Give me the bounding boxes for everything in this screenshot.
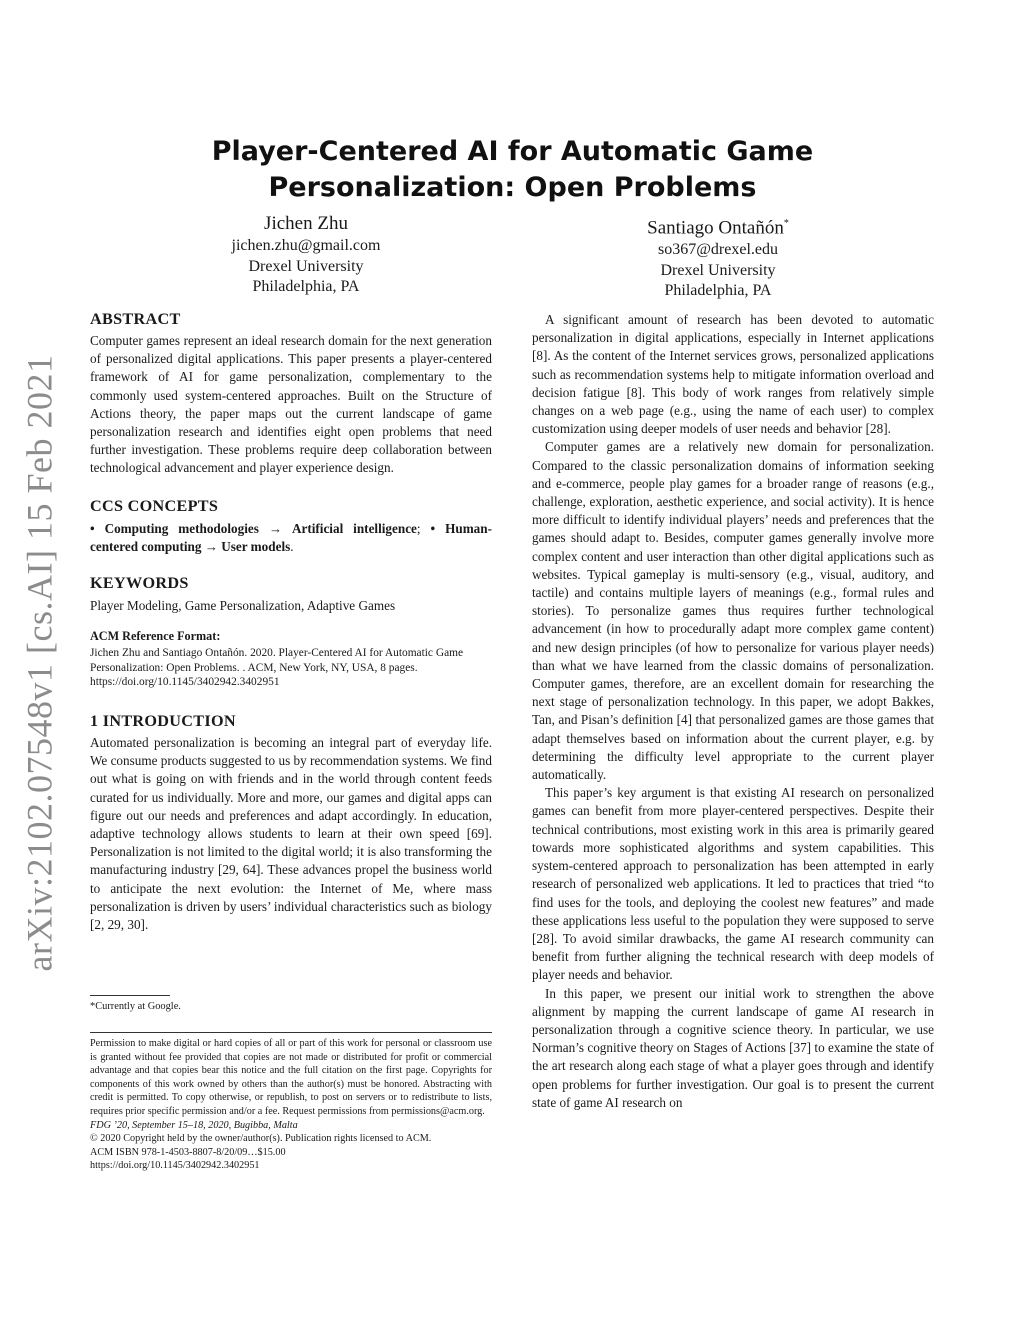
permission-divider: [90, 1032, 492, 1033]
author-footnote-mark: *: [783, 218, 789, 229]
body-paragraph: This paper’s key argument is that existing AI research on personalized games can benefit from more player-centered perspectives. Despite their technical contributions, most existing work in this area is primarily geared towards more sophisticated algorithms and system capabilities. This system-centered approach to personalization has been attempted in early research of personalized web applications. It led to practices that tried “to find uses for the tools, and deploying the coolest new features” and made these applications less useful to the population they were supposed to serve [28]. To avoid similar drawbacks, the game AI research community can benefit from further aligning the technical research with deep models of player needs and behavior.: [532, 785, 934, 983]
arxiv-stamp-text: arXiv:2102.07548v1 [cs.AI] 15 Feb 2021: [19, 354, 60, 972]
body-paragraph: In this paper, we present our initial work to strengthen the above alignment by mapping the current landscape of game AI research in personalization through a cognitive science theory. In particular, we use Norman’s cognitive theory on Stages of Actions [37] to examine the state of the art research along each stage of what a player goes through and identify open problems for further investigation. Our goal is to present the current state of game AI research on: [532, 985, 934, 1110]
acm-reference-heading: ACM Reference Format:: [90, 629, 221, 644]
author-affiliation: Drexel University: [660, 261, 776, 279]
ccs-heading: CCS CONCEPTS: [90, 496, 219, 515]
left-column: [90, 308, 492, 934]
arxiv-stamp: [12, 354, 66, 972]
body-paragraph: A significant amount of research has been devoted to automatic personalization in digital applications, especially in Internet applications [8]. As the content of the Internet services grows, personalized applications such as recommendation systems help to mitigate information overload and decision fatigue [8]. This body of work ranges from relatively simple changes on a web page (e.g., using the name of each user) to complex customization using deeper models of user needs and behavior [28].: [532, 312, 934, 437]
isbn-line: ACM ISBN 978-1-4503-8807-8/20/09…$15.00: [90, 1146, 286, 1158]
author-affiliation: Drexel University: [248, 257, 364, 275]
body-paragraph: Computer games are a relatively new domain for personalization. Compared to the classic personalization domains of information seeking and e-commerce, people play games for a broader range of reasons (e.g., challenge, exploration, aesthetic experience, and social activity). It is hence more difficult to identify individual players’ needs and preferences that the games should adapt to. Besides, computer games generally involve more complex content and user interaction than other digital applications such as websites. Typical gameplay is multi-sensory (e.g., visual, auditory, and tactile) and contains multiple layers of meanings (e.g., formal rules and stories). To personalize games thus requires further technological advancement (in how to procedurally adapt more complex game content) and new design principles (of how to personalize for various player needs) than what we have learned from the classic domains of personalization. Computer games, therefore, are an excellent domain for researching the next stage of personalization technology. In this paper, we adopt Bakkes, Tan, and Pisan’s definition [4] that personalized games are those games that adapt themselves based on information about the current player, e.g. by determining the difficulty level appropriate to the current player automatically.: [532, 439, 934, 783]
author-name: Santiago Ontañón*: [647, 217, 789, 239]
permission-block: [90, 1037, 492, 1173]
acm-reference-text: Jichen Zhu and Santiago Ontañón. 2020. Player-Centered AI for Automatic Game Personalization: Open Problems. . ACM, New York, NY, USA, 8 pages. https://doi.org/10.1145/3402942.3402951: [90, 647, 464, 689]
author-location: Philadelphia, PA: [252, 278, 360, 295]
author-name: Jichen Zhu: [264, 213, 348, 234]
paper-title: Player-Centered AI for Automatic Game Personalization: Open Problems: [211, 136, 814, 203]
copyright-line: © 2020 Copyright held by the owner/author(s). Publication rights licensed to ACM.: [90, 1133, 432, 1145]
abstract-heading: ABSTRACT: [90, 310, 181, 328]
introduction-paragraph: Automated personalization is becoming an integral part of everyday life. We consume products suggested to us by recommendation systems. We find out what is going on with friends and in the world through content feeds curated for us individually. More and more, our games and digital apps can figure out our needs and preferences and adapt accordingly. In education, adaptive technology allows students to learn at their own speed [69]. Personalization is not limited to the digital world; it is also transforming the manufacturing industry [29, 64]. These advances propel the business world to anticipate the next evolution: the Internet of Me, where mass personalization is driven by users’ individual characteristics such as biology [2, 29, 30].: [90, 735, 492, 933]
abstract-text: Computer games represent an ideal research domain for the next generation of personalized digital applications. This paper presents a player-centered framework of AI for game personalization, complementary to the commonly used system-centered approaches. Built on the Structure of Actions theory, the paper maps out the current landscape of game personalization research and identifies eight open problems that need further investigation. These problems require deep collaboration between technological advancement and player experience design.: [90, 333, 492, 476]
permission-text: Permission to make digital or hard copies of all or part of this work for personal or classroom use is granted without fee provided that copies are not made or distributed for profit or commercial advantage and that copies bear this notice and the full citation on the first page. Copyrights for components of this work owned by others than the author(s) must be honored. Abstracting with credit is permitted. To copy otherwise, or republish, to post on servers or to redistribute to lists, requires prior specific permission and/or a fee. Request permissions from permissions@acm.org.: [90, 1038, 492, 1117]
footnote-divider: [90, 995, 170, 996]
keywords-heading: KEYWORDS: [90, 574, 189, 593]
doi-line: https://doi.org/10.1145/3402942.3402951: [90, 1160, 260, 1172]
author-location: Philadelphia, PA: [664, 282, 772, 300]
author-block-2: [548, 212, 888, 302]
author-email: so367@drexel.edu: [657, 241, 779, 259]
ccs-concepts: • Computing methodologies → Artificial intelligence; • Human-centered computing → User models.: [90, 520, 492, 554]
footnote: *Currently at Google.: [90, 1001, 181, 1012]
keywords-text: Player Modeling, Game Personalization, Adaptive Games: [90, 598, 396, 614]
introduction-heading: 1 INTRODUCTION: [90, 712, 236, 731]
author-email: jichen.zhu@gmail.com: [231, 237, 381, 254]
venue-line: FDG ’20, September 15–18, 2020, Bugibba, Malta: [90, 1119, 298, 1131]
right-column: [532, 311, 934, 1112]
author-block-1: [136, 212, 476, 298]
